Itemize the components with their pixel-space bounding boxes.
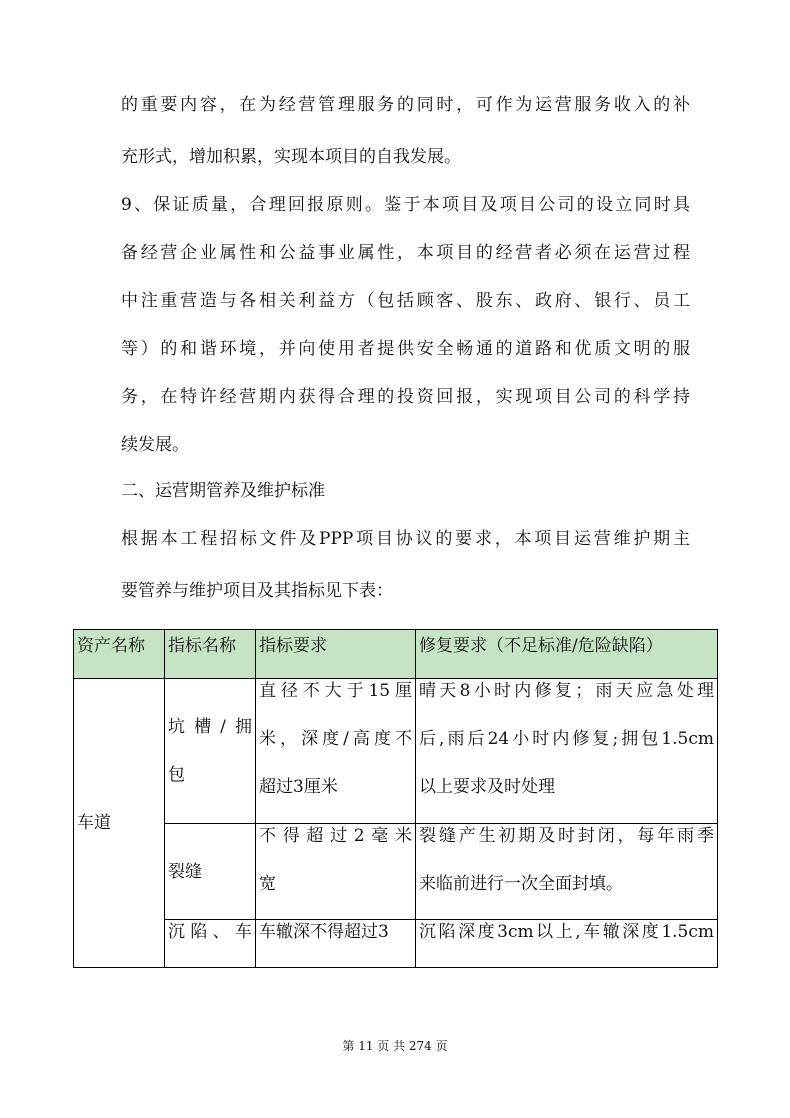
cell-line: 宽 <box>259 874 276 894</box>
cell-line: 晴天8小时内修复；雨天应急处理 <box>419 681 714 701</box>
indicator-requirement-cell <box>256 679 416 824</box>
indicator-name-cell <box>165 920 256 968</box>
maintenance-standards-table <box>73 629 718 968</box>
header-cell: 指标要求 <box>256 630 416 679</box>
cell-line: 坑槽/拥 <box>168 717 252 737</box>
cell-line: 车辙深不得超过3 <box>259 922 389 942</box>
paragraph-line: 要管养与维护项目及其指标见下表： <box>121 581 393 601</box>
header-cell: 指标名称 <box>165 630 256 679</box>
paragraph-line: 的重要内容，在为经营管理服务的同时，可作为运营服务收入的补 <box>121 95 690 115</box>
cell-line: 直径不大于15厘 <box>259 681 412 701</box>
indicator-name-cell: 裂缝 <box>165 824 256 920</box>
cell-line: 超过3厘米 <box>259 777 338 797</box>
cell-line: 来临前进行一次全面封填。 <box>419 874 623 894</box>
header-cell: 修复要求（不足标准/危险缺陷） <box>416 630 718 679</box>
cell-line: 沉陷深度3cm以上,车辙深度1.5cm <box>419 922 714 942</box>
asset-cell: 车道 <box>74 679 165 968</box>
cell-line: 裂缝产生初期及时封闭，每年雨季 <box>419 826 714 846</box>
cell-line: 不得超过2毫米 <box>259 826 412 846</box>
paragraph-line: 充形式，增加积累，实现本项目的自我发展。 <box>121 147 461 167</box>
repair-requirement-cell <box>416 679 718 824</box>
repair-requirement-cell <box>416 824 718 920</box>
paragraph-line: 务，在特许经营期内获得合理的投资回报，实现项目公司的科学持 <box>121 387 690 407</box>
cell-line: 后,雨后24小时内修复;拥包1.5cm <box>419 729 714 749</box>
table-header-row <box>74 630 718 679</box>
paragraph-line: 等）的和谐环境，并向使用者提供安全畅通的道路和优质文明的服 <box>121 339 690 359</box>
section-heading: 二、运营期管养及维护标准 <box>121 481 325 501</box>
repair-requirement-cell <box>416 920 718 968</box>
cell-line: 包 <box>168 765 185 785</box>
paragraph-line: 根据本工程招标文件及PPP项目协议的要求，本项目运营维护期主 <box>121 529 690 549</box>
table-row <box>74 679 718 824</box>
indicator-requirement-cell <box>256 824 416 920</box>
paragraph-line: 中注重营造与各相关利益方（包括顾客、股东、政府、银行、员工 <box>121 291 690 311</box>
cell-line: 沉陷、车 <box>168 922 252 942</box>
paragraph-line: 9、保证质量，合理回报原则。鉴于本项目及项目公司的设立同时具 <box>121 195 690 215</box>
indicator-name-cell <box>165 679 256 824</box>
header-cell: 资产名称 <box>74 630 165 679</box>
paragraph-line: 备经营企业属性和公益事业属性，本项目的经营者必须在运营过程 <box>121 243 690 263</box>
page-footer: 第 11 页 共 274 页 <box>342 1039 448 1053</box>
cell-line: 以上要求及时处理 <box>419 777 555 797</box>
indicator-requirement-cell <box>256 920 416 968</box>
table-row <box>74 920 718 968</box>
paragraph-line: 续发展。 <box>121 435 189 455</box>
cell-line: 米，深度/高度不 <box>259 729 412 749</box>
table-row <box>74 824 718 920</box>
